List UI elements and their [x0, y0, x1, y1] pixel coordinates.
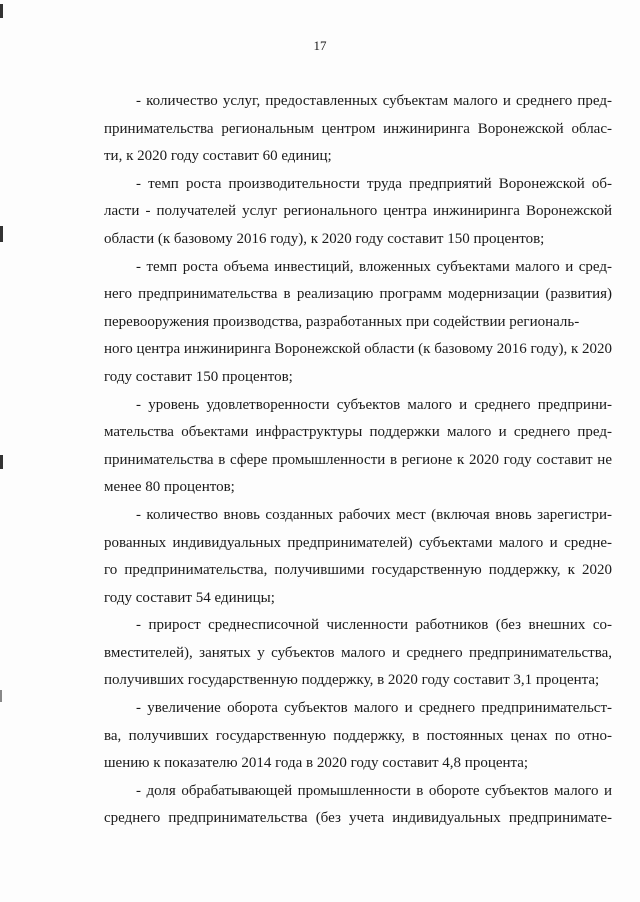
text-line: ти, к 2020 году составит 60 единиц;: [104, 148, 332, 165]
text-line: мательства объектами инфраструктуры поддержки малого и среднего пред-: [104, 424, 612, 441]
text-line: - уровень удовлетворенности субъектов малого и среднего предприни-: [136, 396, 612, 413]
scan-edge-mark: [0, 4, 3, 18]
text-line: - количество услуг, предоставленных субъектам малого и среднего пред-: [136, 93, 612, 109]
text-line: перевооружения производства, разработанных при содействии региональ-: [104, 313, 580, 330]
page-number: 17: [313, 38, 327, 53]
text-line: - увеличение оборота субъектов малого и среднего предпринимательст-: [136, 700, 612, 717]
scan-edge-mark: [0, 226, 3, 242]
text-line: ласти - получателей услуг регионального центра инжиниринга Воронежской: [104, 203, 612, 220]
text-line: него предпринимательства в реализацию программ модернизации (развития): [104, 286, 612, 303]
text-line: - количество вновь созданных рабочих мест (включая вновь зарегистри-: [136, 506, 612, 523]
text-line: области (к базовому 2016 году), к 2020 году составит 150 процентов;: [104, 230, 545, 247]
text-line: вместителей), занятых у субъектов малого и среднего предпринимательства,: [104, 644, 612, 661]
text-line: го предпринимательства, получившими государственную поддержку, к 2020: [104, 562, 612, 579]
text-line: - темп роста производительности труда предприятий Воронежской об-: [136, 175, 612, 192]
text-line: - прирост среднесписочной численности работников (без внешних со-: [136, 617, 612, 634]
text-line: - темп роста объема инвестиций, вложенных субъектами малого и сред-: [136, 258, 612, 275]
text-line: среднего предпринимательства (без учета индивидуальных предпринимате-: [104, 810, 612, 827]
text-line: ва, получивших государственную поддержку, в постоянных ценах по отно-: [104, 727, 612, 744]
text-line: менее 80 процентов;: [104, 479, 235, 496]
text-line: получивших государственную поддержку, в 2020 году составит 3,1 процента;: [104, 672, 600, 689]
text-line: году составит 150 процентов;: [104, 368, 293, 385]
text-line: принимательства региональным центром инжиниринга Воронежской облас-: [104, 120, 612, 137]
text-line: году составит 54 единицы;: [104, 589, 275, 606]
text-line: ного центра инжиниринга Воронежской области (к базовому 2016 году), к 2020: [104, 341, 613, 358]
text-line: принимательства в сфере промышленности в регионе к 2020 году составит не: [104, 451, 612, 468]
text-line: шению к показателю 2014 года в 2020 году составит 4,8 процента;: [104, 755, 529, 772]
scan-edge-mark: [0, 455, 3, 469]
document-body: [104, 88, 612, 833]
text-line: - доля обрабатывающей промышленности в обороте субъектов малого и: [136, 782, 612, 799]
text-line: рованных индивидуальных предпринимателей) субъектами малого и средне-: [104, 534, 612, 551]
scan-edge-mark: [0, 690, 2, 702]
